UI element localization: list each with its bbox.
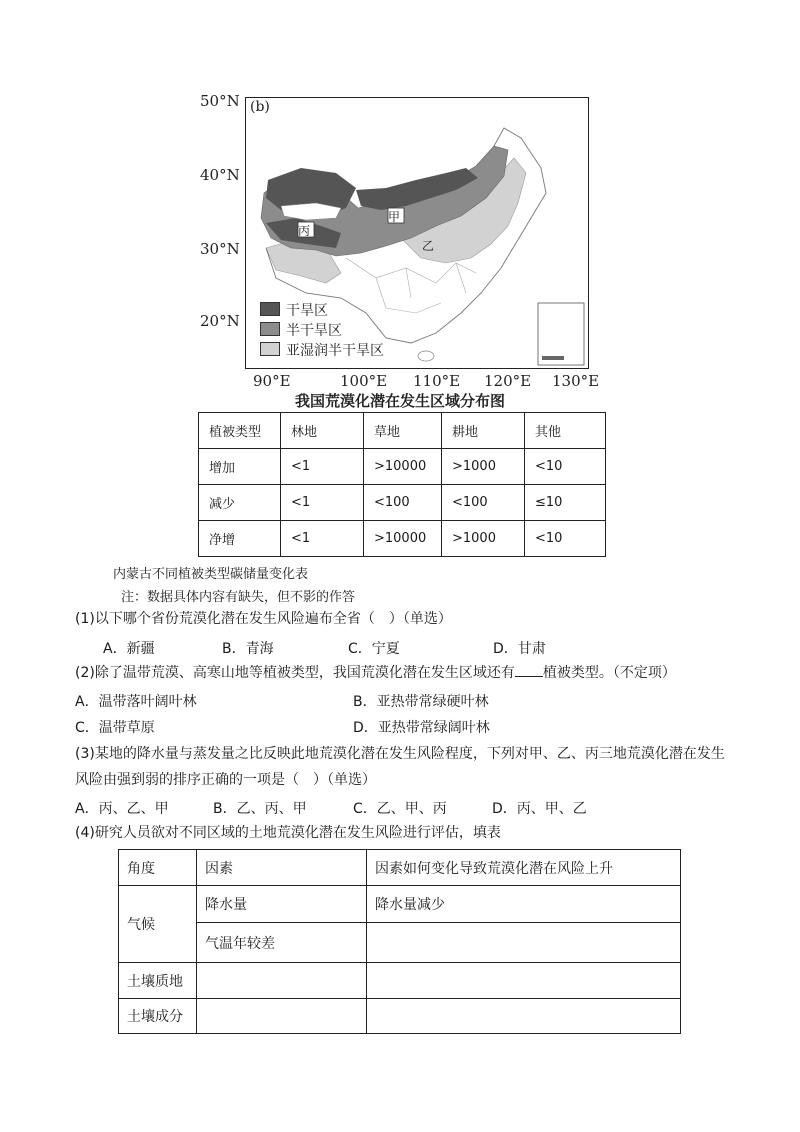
table-cell: 净增 — [199, 521, 281, 557]
place-label-bing: 丙 — [298, 224, 311, 238]
question-2-option-a[interactable]: A．温带落叶阔叶林 — [75, 694, 197, 710]
table-cell: ≤10 — [525, 485, 606, 521]
table-note: 注：数据具体内容有缺失，但不影的作答 — [121, 590, 356, 605]
table-cell: <1 — [281, 485, 364, 521]
legend-swatch-subhumid — [260, 342, 280, 356]
table-cell: <10 — [525, 449, 606, 485]
lat-label: 40°N — [200, 166, 240, 184]
table-header-cell: 草地 — [364, 413, 442, 449]
lon-label: 120°E — [484, 372, 532, 390]
question-1-option-b[interactable]: B．青海 — [222, 641, 274, 657]
lat-label: 50°N — [200, 92, 240, 110]
factor-cell[interactable] — [197, 963, 367, 999]
question-2-stem-after: 植被类型。（不定项） — [542, 665, 676, 681]
table-row — [119, 963, 681, 999]
table-header-cell: 角度 — [119, 850, 197, 886]
question-2-option-c[interactable]: C．温带草原 — [75, 720, 155, 736]
climate-label-cell: 气候 — [119, 886, 197, 963]
question-4-stem: (4)研究人员欲对不同区域的土地荒漠化潜在发生风险进行评估，填表 — [75, 825, 501, 841]
table-row — [119, 886, 681, 923]
table-cell: 减少 — [199, 485, 281, 521]
question-2-option-d[interactable]: D．亚热带常绿阔叶林 — [353, 720, 490, 736]
table-cell: 增加 — [199, 449, 281, 485]
table-header-cell: 植被类型 — [199, 413, 281, 449]
question-1-option-c[interactable]: C．宁夏 — [348, 641, 400, 657]
table-cell: >1000 — [442, 449, 525, 485]
legend-swatch-semiarid — [260, 322, 280, 336]
place-label-yi: 乙 — [422, 239, 435, 253]
lon-label: 130°E — [552, 372, 600, 390]
legend-swatch-arid — [260, 302, 280, 316]
panel-label: (b) — [250, 99, 270, 115]
factor-cell: 降水量 — [197, 886, 367, 923]
factor-cell[interactable] — [197, 999, 367, 1034]
question-1-option-d[interactable]: D．甘肃 — [493, 641, 546, 657]
table-row — [199, 449, 606, 485]
south-sea-inset — [538, 303, 584, 365]
question-3-option-c[interactable]: C．乙、甲、丙 — [353, 801, 447, 817]
question-3-stem-line2: 风险由强到弱的排序正确的一项是（ ）（单选） — [75, 772, 376, 788]
question-3-stem-line1: (3)某地的降水量与蒸发量之比反映此地荒漠化潜在发生风险程度，下列对甲、乙、丙三地荒漠化潜在发生 — [75, 746, 725, 762]
province-borders — [346, 258, 476, 313]
table-cell: >10000 — [364, 521, 442, 557]
question-2-stem-before: (2)除了温带荒漠、高寒山地等植被类型，我国荒漠化潜在发生区域还有 — [75, 665, 515, 681]
question-3-option-b[interactable]: B．乙、丙、甲 — [213, 801, 307, 817]
table-cell: <10 — [525, 521, 606, 557]
table-cell: <100 — [442, 485, 525, 521]
legend-label: 半干旱区 — [286, 323, 342, 339]
table-row — [119, 923, 681, 963]
answer-blank[interactable] — [515, 664, 543, 677]
legend-label: 亚湿润半干旱区 — [286, 343, 384, 359]
table-cell: <100 — [364, 485, 442, 521]
table-row — [119, 999, 681, 1034]
factor-cell: 气温年较差 — [197, 923, 367, 963]
table-header-cell: 因素 — [197, 850, 367, 886]
question-3-option-a[interactable]: A．丙、乙、甲 — [75, 801, 169, 817]
legend-label: 干旱区 — [286, 303, 328, 319]
lat-label: 20°N — [200, 312, 240, 330]
table-cell: <1 — [281, 449, 364, 485]
table-row — [199, 521, 606, 557]
lon-label: 100°E — [340, 372, 388, 390]
carbon-storage-table — [198, 412, 606, 557]
angle-cell: 土壤质地 — [119, 963, 197, 999]
answer-cell[interactable]: 降水量减少 — [367, 886, 681, 923]
table-header-row — [199, 413, 606, 449]
answer-cell[interactable] — [367, 963, 681, 999]
table-cell: <1 — [281, 521, 364, 557]
table-header-cell: 其他 — [525, 413, 606, 449]
assessment-table — [118, 849, 681, 1034]
lat-label: 30°N — [200, 240, 240, 258]
table-cell: >1000 — [442, 521, 525, 557]
place-label-jia: 甲 — [388, 210, 401, 224]
lon-label: 90°E — [253, 372, 291, 390]
answer-cell[interactable] — [367, 999, 681, 1034]
table-caption: 内蒙古不同植被类型碳储量变化表 — [113, 567, 309, 582]
table-cell: >10000 — [364, 449, 442, 485]
angle-cell: 土壤成分 — [119, 999, 197, 1034]
map-frame — [245, 97, 589, 369]
lon-label: 110°E — [413, 372, 461, 390]
island-hainan — [418, 351, 434, 361]
question-2-stem — [75, 664, 676, 682]
table-header-cell: 林地 — [281, 413, 364, 449]
table-header-cell: 因素如何变化导致荒漠化潜在风险上升 — [367, 850, 681, 886]
question-3-option-d[interactable]: D．丙、甲、乙 — [492, 801, 587, 817]
map-caption: 我国荒漠化潜在发生区域分布图 — [294, 392, 505, 410]
question-1-option-a[interactable]: A．新疆 — [103, 641, 155, 657]
table-row — [199, 485, 606, 521]
table-header-row — [119, 850, 681, 886]
question-2-option-b[interactable]: B．亚热带常绿硬叶林 — [353, 694, 489, 710]
table-header-cell: 耕地 — [442, 413, 525, 449]
question-1-stem: (1)以下哪个省份荒漠化潜在发生风险遍布全省（ ）（单选） — [75, 611, 452, 627]
answer-cell[interactable] — [367, 923, 681, 963]
